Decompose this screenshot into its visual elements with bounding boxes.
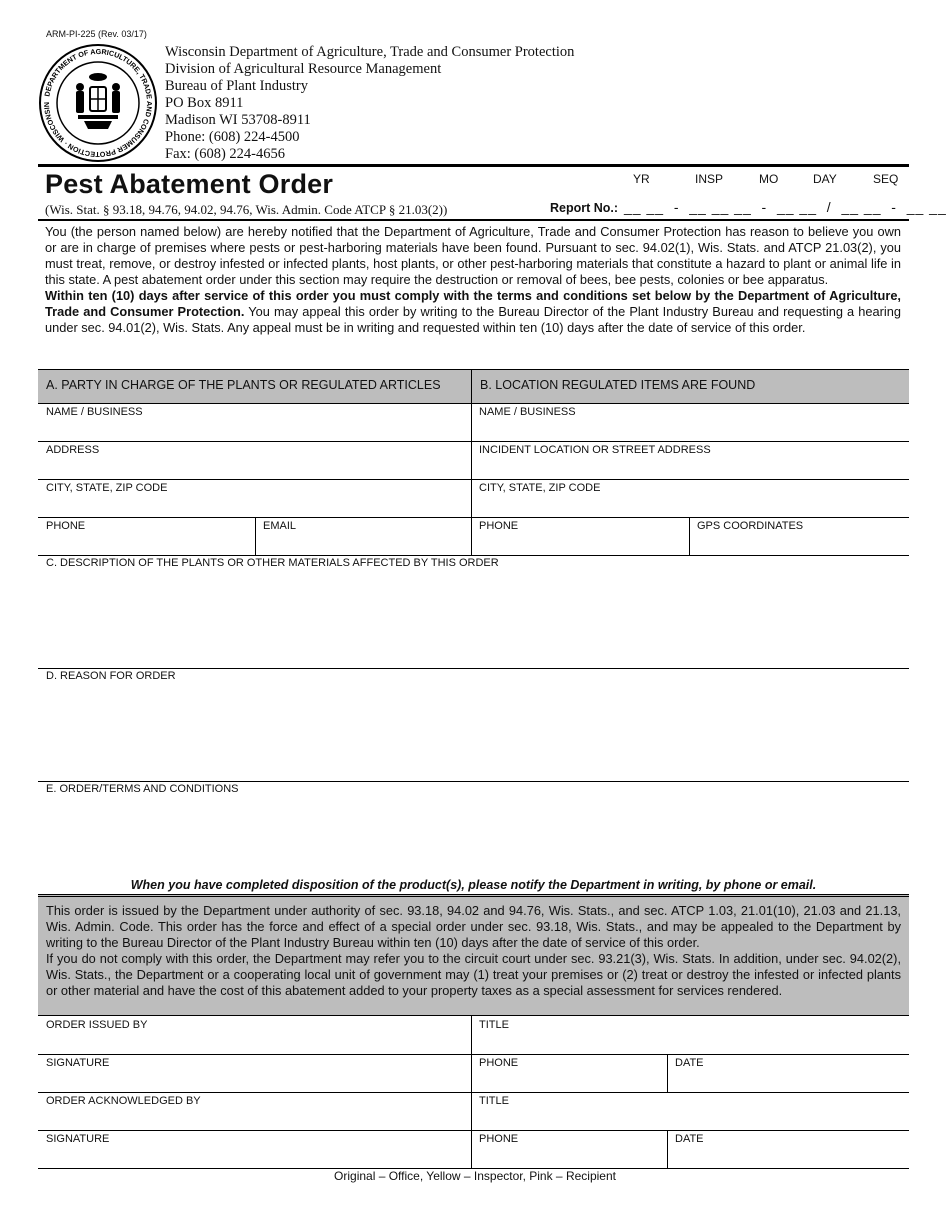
header-divider <box>38 164 909 167</box>
location-phone-field[interactable]: PHONE <box>479 520 519 532</box>
svg-text:DEPARTMENT OF AGRICULTURE, TRA: DEPARTMENT OF AGRICULTURE, TRADE AND CONSUMER PROTECTION · WISCONSIN <box>41 46 155 160</box>
report-col-yr: YR <box>633 172 650 186</box>
report-number-field[interactable]: __ __ - __ __ __ - __ __ / __ __ - __ __ <box>624 199 947 215</box>
statute-citation: (Wis. Stat. § 93.18, 94.76, 94.02, 94.76, Wis. Admin. Code ATCP § 21.03(2)) <box>45 202 448 217</box>
section-b-heading: B. LOCATION REGULATED ITEMS ARE FOUND <box>471 369 909 404</box>
phone-gps-divider <box>689 518 690 556</box>
issuer-title-field[interactable]: TITLE <box>479 1019 509 1031</box>
authority-box <box>38 894 909 1016</box>
party-city-field[interactable]: CITY, STATE, ZIP CODE <box>46 482 168 494</box>
agency-line: Division of Agricultural Resource Management <box>165 61 442 77</box>
row-line <box>38 781 909 782</box>
row-line <box>38 668 909 669</box>
party-phone-field[interactable]: PHONE <box>46 520 86 532</box>
report-col-insp: INSP <box>695 172 724 186</box>
row-line <box>38 517 909 518</box>
report-number-label: Report No.: <box>550 201 619 215</box>
party-address-field[interactable]: ADDRESS <box>46 444 100 456</box>
section-divider <box>471 404 472 556</box>
row-line <box>38 1130 909 1131</box>
party-name-field[interactable]: NAME / BUSINESS <box>46 406 143 418</box>
row-line <box>38 479 909 480</box>
agency-line: Madison WI 53708-8911 <box>165 112 311 128</box>
report-col-mo: MO <box>759 172 779 186</box>
row-line <box>38 1054 909 1055</box>
intro-paragraph-2 <box>45 288 901 336</box>
description-field[interactable]: C. DESCRIPTION OF THE PLANTS OR OTHER MATERIALS AFFECTED BY THIS ORDER <box>46 557 499 569</box>
form-number: ARM-PI-225 (Rev. 03/17) <box>46 29 147 39</box>
acknowledged-by-field[interactable]: ORDER ACKNOWLEDGED BY <box>46 1095 201 1107</box>
row-line <box>38 441 909 442</box>
location-city-field[interactable]: CITY, STATE, ZIP CODE <box>479 482 601 494</box>
enforcement-paragraph: If you do not comply with this order, the Department may refer you to the circuit court under sec. 93.21(3), Wis. Stats. In addition, under sec. 94.02(2), Wis. Stats., the Department or a cooperating local unit of government may (1) treat your premises or (2) treat or destroy the infested or infected plants or other material and have the cost of this abatement added to your property taxes as a special assessment for services rendered. <box>46 951 901 998</box>
reason-field[interactable]: D. REASON FOR ORDER <box>46 670 176 682</box>
authority-paragraph: This order is issued by the Department under authority of sec. 93.18, 94.02 and 94.76, Wis. Stats., and sec. ATCP 1.03, 21.01(10), 21.03 and 21.13, Wis. Admin. Code. This order has the force and effect of a special order under sec. 93.18, Wis. Stats., and may be appealed to the Department by writing to the Bureau Director of the Plant Industry Bureau within ten (10) days after the date of service of this order. <box>46 903 901 950</box>
phone-date-divider <box>667 1054 668 1092</box>
location-name-field[interactable]: NAME / BUSINESS <box>479 406 576 418</box>
state-seal-logo <box>38 43 158 163</box>
phone-date-divider <box>667 1130 668 1169</box>
recipient-signature-field[interactable]: SIGNATURE <box>46 1133 110 1145</box>
disposition-notice: When you have completed disposition of the product(s), please notify the Department in writing, by phone or email. <box>130 878 817 892</box>
copy-distribution-footer: Original – Office, Yellow – Inspector, Pink – Recipient <box>334 1169 616 1183</box>
row-line <box>38 1092 909 1093</box>
agency-line: PO Box 8911 <box>165 95 244 111</box>
agency-line: Phone: (608) 224-4500 <box>165 129 300 145</box>
issued-by-field[interactable]: ORDER ISSUED BY <box>46 1019 148 1031</box>
party-email-field[interactable]: EMAIL <box>263 520 297 532</box>
agency-address-block <box>165 44 574 163</box>
agency-line: Fax: (608) 224-4656 <box>165 146 286 162</box>
phone-email-divider <box>255 518 256 556</box>
agency-line: Wisconsin Department of Agriculture, Trade and Consumer Protection <box>165 44 575 60</box>
issuer-signature-field[interactable]: SIGNATURE <box>46 1057 110 1069</box>
appeal-text: You may appeal this order by writing to the Bureau Director of the Plant Industry Bureau and requesting a hearing under sec. 94.01(2), Wis. Stats. Any appeal must be in writing and requested within ten (10) days after the date of service of this order. <box>45 304 901 335</box>
compliance-deadline: Within ten (10) days after service of this order you must comply with the terms and conditions set below by the Department of Agriculture, Trade and Consumer Protection. <box>45 288 901 319</box>
section-a-heading: A. PARTY IN CHARGE OF THE PLANTS OR REGULATED ARTICLES <box>38 369 472 404</box>
recipient-phone-field[interactable]: PHONE <box>479 1133 519 1145</box>
row-line <box>38 555 909 556</box>
terms-field[interactable]: E. ORDER/TERMS AND CONDITIONS <box>46 783 239 795</box>
recipient-title-field[interactable]: TITLE <box>479 1095 509 1107</box>
agency-line: Bureau of Plant Industry <box>165 78 308 94</box>
title-divider <box>38 219 909 221</box>
intro-paragraph: You (the person named below) are hereby notified that the Department of Agriculture, Trade and Consumer Protection has reason to believe you own or are in charge of premises where pests or pest-harboring materials have been found. Pursuant to sec. 94.02(1), Wis. Stats. and ATCP 21.03(2), you must treat, remove, or destroy infested or infected plants, host plants, or other pest-harboring materials that constitute a hazard to plant or animal life in this state. A pest abatement order under this section may require the destruction or removal of bees, bee pests, colonies or bee apparatus. <box>45 224 901 287</box>
location-address-field[interactable]: INCIDENT LOCATION OR STREET ADDRESS <box>479 444 711 456</box>
issuer-phone-field[interactable]: PHONE <box>479 1057 519 1069</box>
location-gps-field[interactable]: GPS COORDINATES <box>697 520 804 532</box>
page-title: Pest Abatement Order <box>45 169 334 199</box>
recipient-date-field[interactable]: DATE <box>675 1133 704 1145</box>
intro-text <box>45 224 901 336</box>
report-col-seq: SEQ <box>873 172 899 186</box>
report-col-day: DAY <box>813 172 837 186</box>
issuer-date-field[interactable]: DATE <box>675 1057 704 1069</box>
